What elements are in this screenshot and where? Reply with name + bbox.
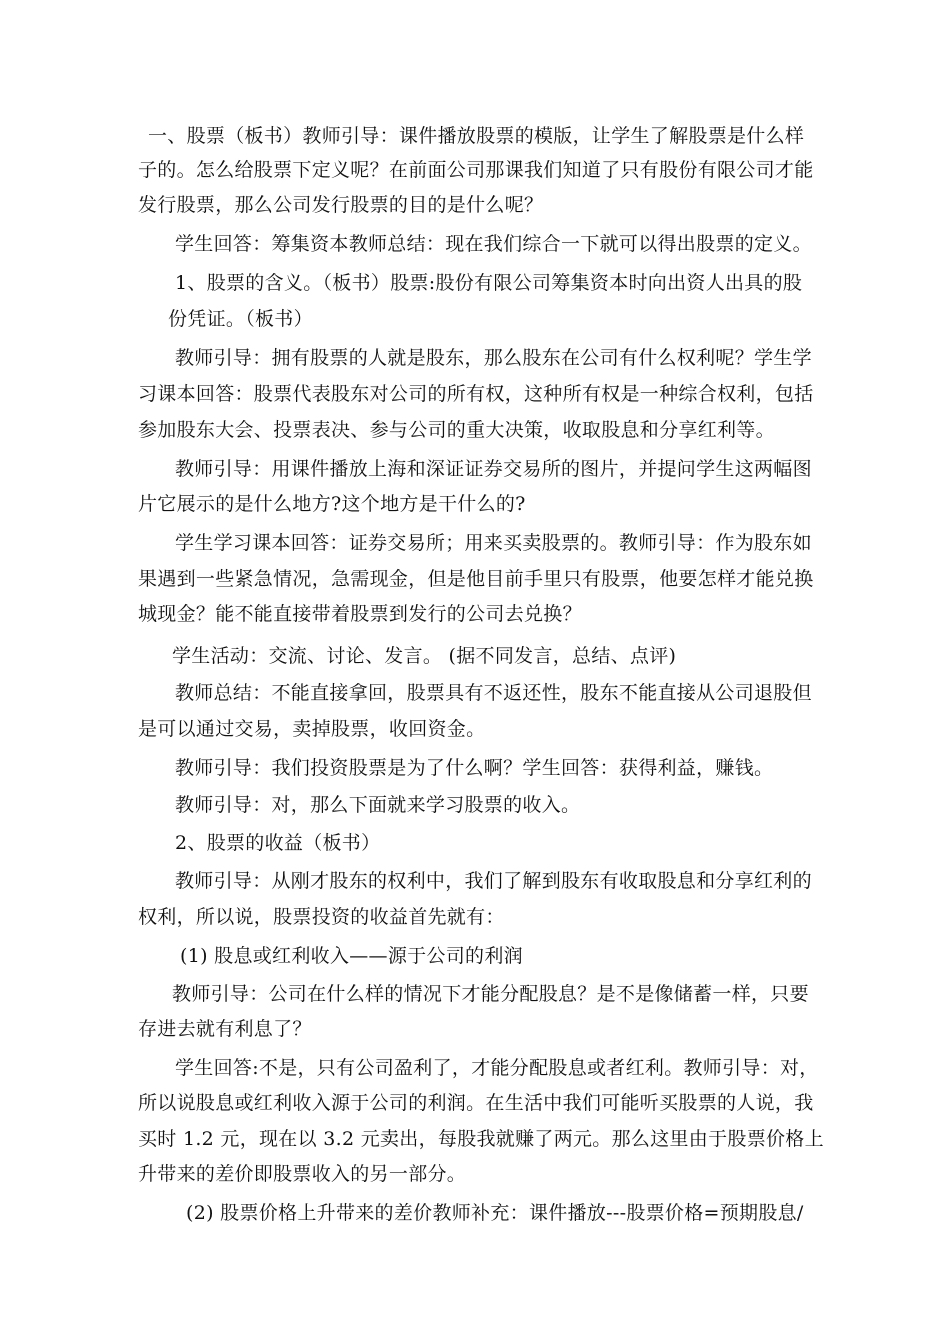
text-line: 升带来的差价即股票收入的另一部分。 bbox=[138, 1163, 467, 1185]
text-line: 学生活动：交流、讨论、发言。 (据不同发言，总结、点评) bbox=[172, 645, 677, 667]
text-line: 学生学习课本回答：证券交易所；用来买卖股票的。教师引导：作为股东如 bbox=[175, 532, 812, 554]
text-line: 参加股东大会、投票表决、参与公司的重大决策，收取股息和分享红利等。 bbox=[138, 419, 775, 441]
text-line: 教师引导：公司在什么样的情况下才能分配股息？是不是像储蓄一样，只要 bbox=[172, 983, 809, 1005]
text-line: 发行股票，那么公司发行股票的目的是什么呢？ bbox=[138, 194, 544, 216]
text-line: (1) 股息或红利收入——源于公司的利润 bbox=[180, 945, 523, 967]
text-line: 教师总结：不能直接拿回，股票具有不返还性，股东不能直接从公司退股但 bbox=[175, 682, 812, 704]
text-line: 2、股票的收益（板书） bbox=[175, 832, 381, 854]
text-line: 学生回答:不是，只有公司盈利了，才能分配股息或者红利。教师引导：对， bbox=[175, 1057, 819, 1079]
text-line: 子的。怎么给股票下定义呢？在前面公司那课我们知道了只有股份有限公司才能 bbox=[138, 159, 814, 181]
text-line: 教师引导：对，那么下面就来学习股票的收入。 bbox=[175, 794, 581, 816]
text-line: 教师引导：拥有股票的人就是股东，那么股东在公司有什么权利呢？学生学 bbox=[175, 347, 812, 369]
text-line: (2) 股票价格上升带来的差价教师补充：课件播放---股票价格=预期股息/ bbox=[186, 1202, 804, 1224]
text-line: 买时 1.2 元，现在以 3.2 元卖出，每股我就赚了两元。那么这里由于股票价格上 bbox=[138, 1128, 824, 1150]
text-line: 份凭证。（板书） bbox=[168, 308, 313, 330]
text-line: 片它展示的是什么地方?这个地方是干什么的? bbox=[138, 493, 526, 515]
text-line: 学生回答：筹集资本教师总结：现在我们综合一下就可以得出股票的定义。 bbox=[175, 233, 812, 255]
text-line: 是可以通过交易，卖掉股票，收回资金。 bbox=[138, 718, 486, 740]
text-line: 教师引导：用课件播放上海和深证证券交易所的图片，并提问学生这两幅图 bbox=[175, 458, 812, 480]
text-line: 1、股票的含义。（板书）股票:股份有限公司筹集资本时向出资人出具的股 bbox=[175, 272, 803, 294]
text-line: 教师引导：我们投资股票是为了什么啊？学生回答：获得利益，赚钱。 bbox=[175, 757, 774, 779]
text-line: 城现金？能不能直接带着股票到发行的公司去兑换？ bbox=[138, 603, 582, 625]
text-line: 权利，所以说，股票投资的收益首先就有： bbox=[138, 906, 505, 928]
text-line: 存进去就有利息了？ bbox=[138, 1018, 312, 1040]
text-line: 所以说股息或红利收入源于公司的利润。在生活中我们可能听买股票的人说，我 bbox=[138, 1092, 814, 1114]
text-line: 果遇到一些紧急情况，急需现金，但是他目前手里只有股票，他要怎样才能兑换 bbox=[138, 568, 814, 590]
text-line: 教师引导：从刚才股东的权利中，我们了解到股东有收取股息和分享红利的 bbox=[175, 870, 812, 892]
text-line: 习课本回答：股票代表股东对公司的所有权，这种所有权是一种综合权利，包括 bbox=[138, 383, 814, 405]
text-line: 一、股票（板书）教师引导：课件播放股票的模版，让学生了解股票是什么样 bbox=[148, 125, 805, 147]
